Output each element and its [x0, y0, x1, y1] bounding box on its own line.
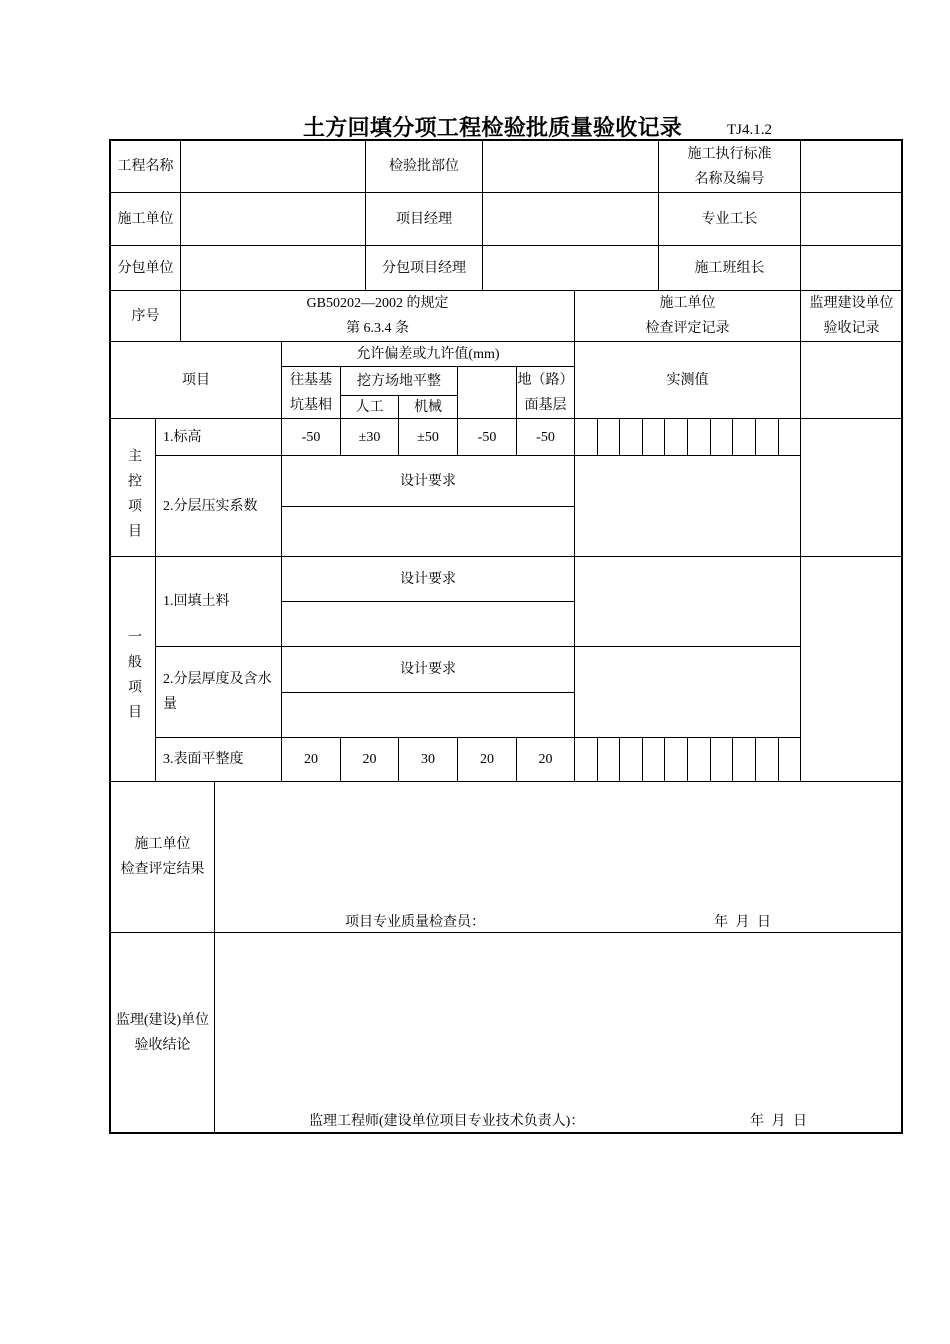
inspection-lot-value [482, 140, 659, 193]
contractor-date-label: 年 月 日 [714, 915, 771, 930]
regulation-line-2: 第 6.3.4 条 [346, 321, 409, 336]
column-blank-header [457, 366, 517, 419]
supervisor-record-line-2: 验收记录 [823, 321, 880, 336]
standard-label [658, 140, 801, 193]
subcontract-manager-value [482, 245, 659, 291]
project-manager-value [482, 192, 659, 246]
main-control-supervisor-cell [800, 418, 903, 557]
elevation-tolerance-pit: -50 [281, 418, 341, 456]
supervisor-result-label [110, 932, 215, 1134]
column-manual-header: 人工 [340, 395, 399, 419]
main-control-section [110, 418, 156, 557]
backfill-material-requirement-value [281, 601, 575, 647]
item-header: 项目 [110, 341, 282, 419]
contractor-result-content [214, 781, 903, 933]
contractor-record-header [574, 290, 801, 342]
elevation-tolerance-column-4: -50 [457, 418, 517, 456]
supervisor-result-label-line-1: 监理(建设)单位 [115, 1013, 210, 1028]
general-section [110, 556, 156, 782]
layer-thickness-requirement: 设计要求 [281, 646, 575, 693]
subcontractor-value [180, 245, 366, 291]
supervisor-record-line-1: 监理建设单位 [809, 296, 894, 311]
flatness-tolerance-pit: 20 [281, 737, 341, 782]
flatness-tolerance-mechanical: 30 [398, 737, 458, 782]
compaction-measured-cell [574, 455, 801, 557]
column-excavation-header: 挖方场地平整 [340, 366, 458, 396]
flatness-measured-cell [778, 737, 801, 782]
quality-inspector-label: 项目专业质量检查员： [345, 915, 485, 930]
flatness-measured-cell [597, 737, 620, 782]
compaction-requirement-value [281, 506, 575, 557]
flatness-measured-cell [755, 737, 779, 782]
elevation-measured-cell [755, 418, 779, 456]
elevation-measured-cell [574, 418, 598, 456]
flatness-tolerance-road-base: 20 [516, 737, 575, 782]
elevation-measured-cell [687, 418, 711, 456]
elevation-measured-cell [597, 418, 620, 456]
team-leader-label: 施工班组长 [658, 245, 801, 291]
elevation-measured-cell [710, 418, 733, 456]
contractor-result-label-line-2: 检查评定结果 [120, 862, 205, 877]
regulation-header [180, 290, 575, 342]
elevation-measured-cell [778, 418, 801, 456]
elevation-tolerance-road-base: -50 [516, 418, 575, 456]
layer-thickness-item-name: 2.分层厚度及含水量 [155, 646, 282, 738]
supervisor-result-content [214, 932, 903, 1134]
flatness-measured-cell [642, 737, 665, 782]
flatness-measured-cell [687, 737, 711, 782]
general-label: 一般项目 [126, 629, 141, 729]
elevation-item-name: 1.标高 [155, 418, 282, 456]
flatness-measured-cell [710, 737, 733, 782]
elevation-measured-cell [642, 418, 665, 456]
foreman-value [800, 192, 903, 246]
supervisor-header-blank [800, 341, 903, 419]
backfill-material-requirement: 设计要求 [281, 556, 575, 602]
compaction-requirement: 设计要求 [281, 455, 575, 507]
project-name-value [180, 140, 366, 193]
project-manager-label: 项目经理 [365, 192, 483, 246]
column-pit-line-1: 往基基 [290, 372, 332, 388]
contractor-record-line-1: 施工单位 [659, 296, 716, 311]
flatness-measured-cell [732, 737, 756, 782]
subcontract-manager-label: 分包项目经理 [365, 245, 483, 291]
project-name-label: 工程名称 [110, 140, 181, 193]
backfill-material-measured-cell [574, 556, 801, 647]
flatness-measured-cell [619, 737, 643, 782]
elevation-tolerance-mechanical: ±50 [398, 418, 458, 456]
team-leader-value [800, 245, 903, 291]
elevation-tolerance-manual: ±30 [340, 418, 399, 456]
regulation-line-1: GB50202—2002 的规定 [306, 296, 449, 311]
subcontractor-label: 分包单位 [110, 245, 181, 291]
form-code: TJ4.1.2 [727, 122, 772, 138]
contractor-result-label [110, 781, 215, 933]
construction-unit-label: 施工单位 [110, 192, 181, 246]
supervisor-date-label: 年 月 日 [750, 1114, 807, 1129]
compaction-item-name: 2.分层压实系数 [155, 455, 282, 557]
backfill-material-item-name: 1.回填土料 [155, 556, 282, 647]
contractor-result-label-line-1: 施工单位 [134, 837, 191, 852]
layer-thickness-requirement-value [281, 692, 575, 738]
standard-label-line-1: 施工执行标准 [687, 146, 772, 162]
column-pit-header [281, 366, 341, 419]
foreman-label: 专业工长 [658, 192, 801, 246]
form-title: 土方回填分项工程检验批质量验收记录 [303, 115, 683, 140]
tolerance-header: 允许偏差或九许值(mm) [281, 341, 575, 367]
contractor-record-line-2: 检查评定记录 [645, 321, 730, 336]
flatness-item-name: 3.表面平整度 [155, 737, 282, 782]
general-supervisor-cell [800, 556, 903, 782]
column-pit-line-2: 坑基相 [290, 397, 332, 413]
column-road-base-header [516, 366, 575, 419]
inspection-lot-label: 检验批部位 [365, 140, 483, 193]
column-road-base-line-2: 面基层 [524, 397, 567, 413]
column-road-base-line-1: 地（路） [517, 372, 574, 388]
standard-value [800, 140, 903, 193]
serial-label: 序号 [110, 290, 181, 342]
flatness-measured-cell [664, 737, 688, 782]
measured-header: 实测值 [574, 341, 801, 419]
supervisor-record-header [800, 290, 903, 342]
column-mechanical-header: 机械 [398, 395, 458, 419]
supervisor-result-label-line-2: 验收结论 [134, 1038, 191, 1053]
construction-unit-value [180, 192, 366, 246]
elevation-measured-cell [664, 418, 688, 456]
flatness-measured-cell [574, 737, 598, 782]
main-control-label: 主控项目 [126, 447, 141, 548]
flatness-tolerance-column-4: 20 [457, 737, 517, 782]
standard-label-line-2: 名称及编号 [694, 171, 765, 187]
elevation-measured-cell [619, 418, 643, 456]
flatness-tolerance-manual: 20 [340, 737, 399, 782]
layer-thickness-measured-cell [574, 646, 801, 738]
elevation-measured-cell [732, 418, 756, 456]
supervising-engineer-label: 监理工程师(建设单位项目专业技术负责人)： [309, 1114, 585, 1129]
